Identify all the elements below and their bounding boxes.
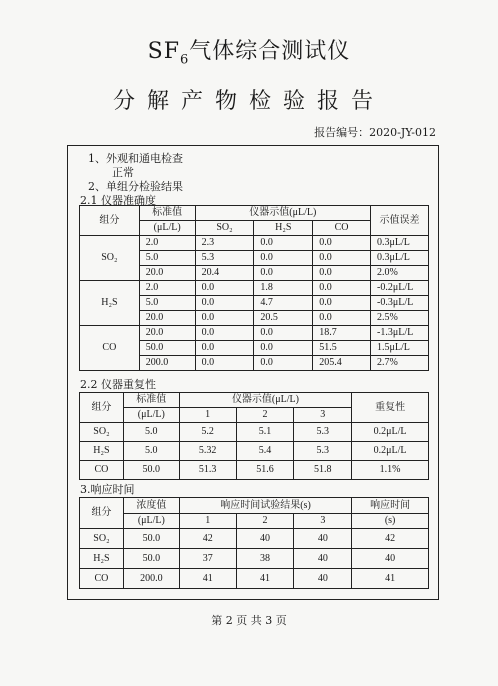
header-response-unit: (s) [352,514,429,529]
header-response: 响应时间 [352,498,429,514]
cell: 4.7 [254,296,313,311]
table-row [80,461,429,480]
cell: 40 [352,549,429,569]
cell: 40 [294,529,352,549]
header-std: 标准值 [139,206,195,221]
header-std-unit: (μL/L) [139,221,195,236]
cell: 41 [352,569,429,589]
cell: 51.3 [179,461,236,480]
cell: 0.0 [254,266,313,281]
cell: 38 [236,549,294,569]
cell: 0.0 [195,296,254,311]
cell: 37 [179,549,236,569]
cell: 5.32 [179,442,236,461]
cell: 20.0 [139,326,195,341]
cell: 42 [179,529,236,549]
header-display: 仪器示值(μL/L) [195,206,370,221]
cell: 0.0 [313,266,371,281]
cell: H₂S [80,442,124,461]
cell: 20.5 [254,311,313,326]
document-title: $SF_6$气体综合测试仪 [147,39,351,68]
cell: 0.0 [313,236,371,251]
cell: 0.0 [195,281,254,296]
header-n2: 2 [236,514,294,529]
header-n1: 1 [179,408,236,423]
response-time-table [79,497,429,589]
header-n3: 3 [294,408,352,423]
document-subtitle: 分解产物检验报告 [112,89,385,114]
cell: CO [80,461,124,480]
section-2-1-heading: 2.1 仪器准确度 [80,194,156,207]
cell: 205.4 [313,356,371,371]
cell: H₂S [80,549,124,569]
section-2-2-heading: 2.2 仪器重复性 [80,378,156,391]
header-group: 组分 [80,393,124,423]
cell: 1.5μL/L [371,341,429,356]
cell: 0.0 [254,356,313,371]
group-name: H₂S [80,281,140,326]
cell: 2.7% [371,356,429,371]
cell: 2.0 [139,236,195,251]
cell: 18.7 [313,326,371,341]
cell: -0.3μL/L [371,296,429,311]
cell: 40 [236,529,294,549]
report-number: 报告编号：2020-JY-012 [314,126,436,139]
cell: 5.0 [139,296,195,311]
cell: SO₂ [80,529,124,549]
cell: 0.2μL/L [352,423,429,442]
header-conc: 浓度值 [123,498,179,514]
cell: 40 [294,569,352,589]
cell: 5.0 [139,251,195,266]
header-n3: 3 [294,514,352,529]
cell: 1.8 [254,281,313,296]
cell: 40 [294,549,352,569]
header-n1: 1 [179,514,236,529]
cell: 5.1 [236,423,294,442]
repeatability-table [79,392,429,480]
section-1-heading: 1、外观和通电检查 [88,152,183,165]
cell: 0.0 [195,326,254,341]
section-2-heading: 2、单组分检验结果 [88,180,183,193]
cell: SO₂ [80,423,124,442]
header-group: 组分 [80,206,140,236]
cell: 20.0 [139,266,195,281]
table-row [80,442,429,461]
cell: 5.3 [195,251,254,266]
table-row [80,423,429,442]
cell: 50.0 [123,529,179,549]
cell: 5.0 [123,442,179,461]
cell: 50.0 [139,341,195,356]
cell: 20.4 [195,266,254,281]
cell: 0.0 [313,311,371,326]
cell: 1.1% [352,461,429,480]
cell: 0.2μL/L [352,442,429,461]
header-error: 示值误差 [371,206,429,236]
cell: 50.0 [123,461,179,480]
cell: 42 [352,529,429,549]
cell: 0.0 [254,236,313,251]
table-row [80,569,429,589]
page-footer: 第 2 页 共 3 页 [211,614,287,627]
section-3-heading: 3.响应时间 [80,483,135,496]
section-1-result: 正常 [112,166,134,179]
cell: 0.0 [313,251,371,266]
cell: 50.0 [123,549,179,569]
header-so2: SO₂ [195,221,254,236]
cell: 2.0% [371,266,429,281]
accuracy-table [79,205,429,371]
cell: 20.0 [139,311,195,326]
cell: -1.3μL/L [371,326,429,341]
cell: 0.0 [313,296,371,311]
cell: 0.0 [254,251,313,266]
cell: 5.2 [179,423,236,442]
group-name: CO [80,326,140,371]
table-row [80,549,429,569]
header-std-unit: (μL/L) [123,408,179,423]
cell: 0.0 [254,326,313,341]
cell: 200.0 [139,356,195,371]
header-n2: 2 [236,408,294,423]
cell: 0.0 [195,311,254,326]
cell: 2.0 [139,281,195,296]
cell: 5.3 [294,423,352,442]
cell: 0.3μL/L [371,236,429,251]
cell: 41 [179,569,236,589]
cell: 51.5 [313,341,371,356]
cell: 5.4 [236,442,294,461]
header-co: CO [313,221,371,236]
cell: 0.0 [195,341,254,356]
accuracy-body [80,236,429,371]
header-h2s: H₂S [254,221,313,236]
cell: 2.3 [195,236,254,251]
cell: 41 [236,569,294,589]
cell: 0.0 [195,356,254,371]
header-display: 仪器示值(μL/L) [179,393,351,408]
cell: 0.0 [313,281,371,296]
cell: 51.8 [294,461,352,480]
header-result: 响应时间试验结果(s) [179,498,351,514]
header-std: 标准值 [123,393,179,408]
header-group: 组分 [80,498,124,529]
cell: 200.0 [123,569,179,589]
cell: 0.3μL/L [371,251,429,266]
cell: 5.3 [294,442,352,461]
cell: CO [80,569,124,589]
cell: 5.0 [123,423,179,442]
cell: 2.5% [371,311,429,326]
group-name: SO₂ [80,236,140,281]
cell: -0.2μL/L [371,281,429,296]
table-row [80,529,429,549]
cell: 0.0 [254,341,313,356]
header-repeatability: 重复性 [352,393,429,423]
cell: 51.6 [236,461,294,480]
header-conc-unit: (μL/L) [123,514,179,529]
